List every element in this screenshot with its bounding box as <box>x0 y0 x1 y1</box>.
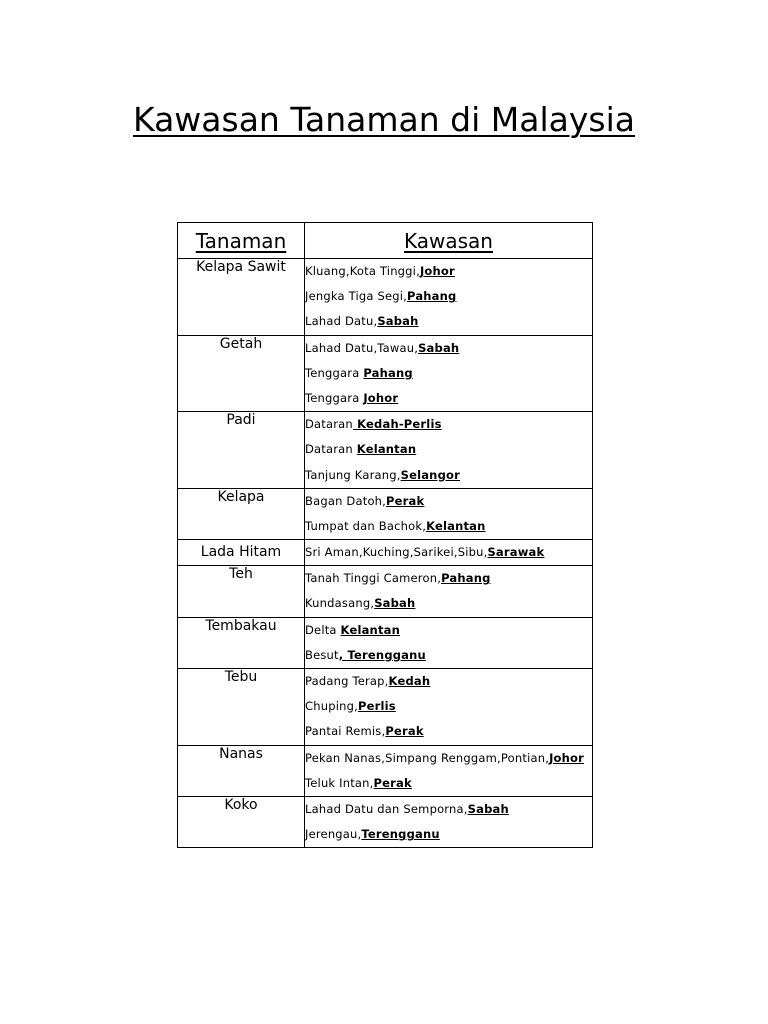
area-place: Lahad Datu,Tawau, <box>305 340 419 355</box>
page-title <box>0 98 768 142</box>
area-state: Johor <box>549 750 585 765</box>
table-row <box>178 617 593 668</box>
area-line <box>305 771 592 796</box>
area-line <box>305 437 592 462</box>
crop-name: Tembakau <box>178 617 305 668</box>
area-place: Tanjung Karang, <box>305 467 401 482</box>
area-line <box>305 618 592 643</box>
table-row <box>178 488 593 539</box>
header-crop: Tanaman <box>178 223 305 259</box>
area-state: Kelantan <box>356 442 417 457</box>
area-line <box>305 361 592 386</box>
area-state: Perak <box>373 775 412 790</box>
area-place: Teluk Intan, <box>305 775 374 790</box>
page-title-text: Kawasan Tanaman di Malaysia <box>133 100 635 139</box>
crop-name: Kelapa <box>178 488 305 539</box>
area-state: Sabah <box>467 801 509 816</box>
area-state: Johor <box>419 264 455 278</box>
area-place: Delta <box>305 622 341 637</box>
table-row <box>178 335 593 412</box>
crop-areas <box>305 796 593 847</box>
table-row <box>178 259 593 336</box>
area-line <box>305 746 592 771</box>
area-state: Pahang <box>407 289 457 304</box>
table-row <box>178 745 593 796</box>
area-state: , Terengganu <box>338 647 426 662</box>
area-line <box>305 463 592 488</box>
area-place: Tenggara <box>305 365 364 380</box>
area-line <box>305 643 592 668</box>
area-place: Lahad Datu dan Semporna, <box>305 801 468 816</box>
area-place: Padang Terap, <box>305 674 389 688</box>
crop-name: Padi <box>178 412 305 489</box>
area-place: Jengka Tiga Segi, <box>305 289 408 304</box>
area-state: Perak <box>385 724 424 739</box>
area-place: Dataran <box>305 442 357 457</box>
area-line <box>305 591 592 616</box>
crop-areas <box>305 745 593 796</box>
area-state: Kelantan <box>426 518 486 533</box>
area-place: Besut <box>305 647 339 662</box>
area-place: Pekan Nanas,Simpang Renggam,Pontian, <box>305 750 550 765</box>
area-place: Kundasang, <box>305 596 375 611</box>
crop-areas <box>305 669 593 746</box>
area-state: Pahang <box>363 365 413 380</box>
crop-name: Nanas <box>178 745 305 796</box>
crop-name: Koko <box>178 796 305 847</box>
area-line <box>305 259 592 284</box>
area-state: Terengganu <box>361 827 440 842</box>
area-state: Sabah <box>377 314 419 329</box>
area-place: Lahad Datu, <box>305 314 378 329</box>
area-line <box>305 336 592 361</box>
crop-areas-table <box>177 222 593 848</box>
crop-areas <box>305 540 593 566</box>
area-state: Kelantan <box>340 622 400 637</box>
area-line <box>305 309 592 334</box>
area-place: Pantai Remis, <box>305 724 386 739</box>
area-line <box>305 412 592 437</box>
area-place: Jerengau, <box>305 827 362 842</box>
area-state: Johor <box>363 390 399 405</box>
table-row <box>178 796 593 847</box>
area-line <box>305 514 592 539</box>
area-state: Pahang <box>441 571 491 586</box>
area-state: Sabah <box>418 340 460 355</box>
area-line <box>305 822 592 847</box>
area-state: Sarawak <box>487 545 545 560</box>
area-state: Perlis <box>357 699 396 714</box>
crop-name: Lada Hitam <box>178 540 305 566</box>
area-state: Selangor <box>400 467 460 482</box>
area-line <box>305 719 592 744</box>
table-row <box>178 540 593 566</box>
crop-areas <box>305 617 593 668</box>
crop-name: Kelapa Sawit <box>178 259 305 336</box>
area-line <box>305 669 592 694</box>
crop-areas <box>305 566 593 617</box>
area-line <box>305 694 592 719</box>
area-state: Perak <box>386 493 425 508</box>
area-line <box>305 797 592 822</box>
area-line <box>305 540 592 565</box>
area-state: Kedah-Perlis <box>352 417 442 432</box>
crop-areas <box>305 488 593 539</box>
area-place: Chuping, <box>305 699 358 714</box>
area-place: Tanah Tinggi Cameron, <box>305 571 442 586</box>
area-state: Kedah <box>388 674 431 688</box>
area-state: Sabah <box>374 596 416 611</box>
crop-name: Teh <box>178 566 305 617</box>
area-line <box>305 386 592 411</box>
area-line <box>305 284 592 309</box>
header-area: Kawasan <box>305 223 593 259</box>
area-place: Sri Aman,Kuching,Sarikei,Sibu, <box>305 545 488 560</box>
crop-areas <box>305 335 593 412</box>
table-row <box>178 412 593 489</box>
table-row <box>178 566 593 617</box>
area-place: Kluang,Kota Tinggi, <box>305 264 420 278</box>
table-header-row <box>178 223 593 259</box>
area-line <box>305 566 592 591</box>
crop-name: Tebu <box>178 669 305 746</box>
area-place: Bagan Datoh, <box>305 493 387 508</box>
area-place: Tumpat dan Bachok, <box>305 518 427 533</box>
crop-areas <box>305 412 593 489</box>
area-place: Tenggara <box>305 390 364 405</box>
table-row <box>178 669 593 746</box>
area-line <box>305 489 592 514</box>
crop-areas <box>305 259 593 336</box>
area-place: Dataran <box>305 417 353 432</box>
crop-name: Getah <box>178 335 305 412</box>
